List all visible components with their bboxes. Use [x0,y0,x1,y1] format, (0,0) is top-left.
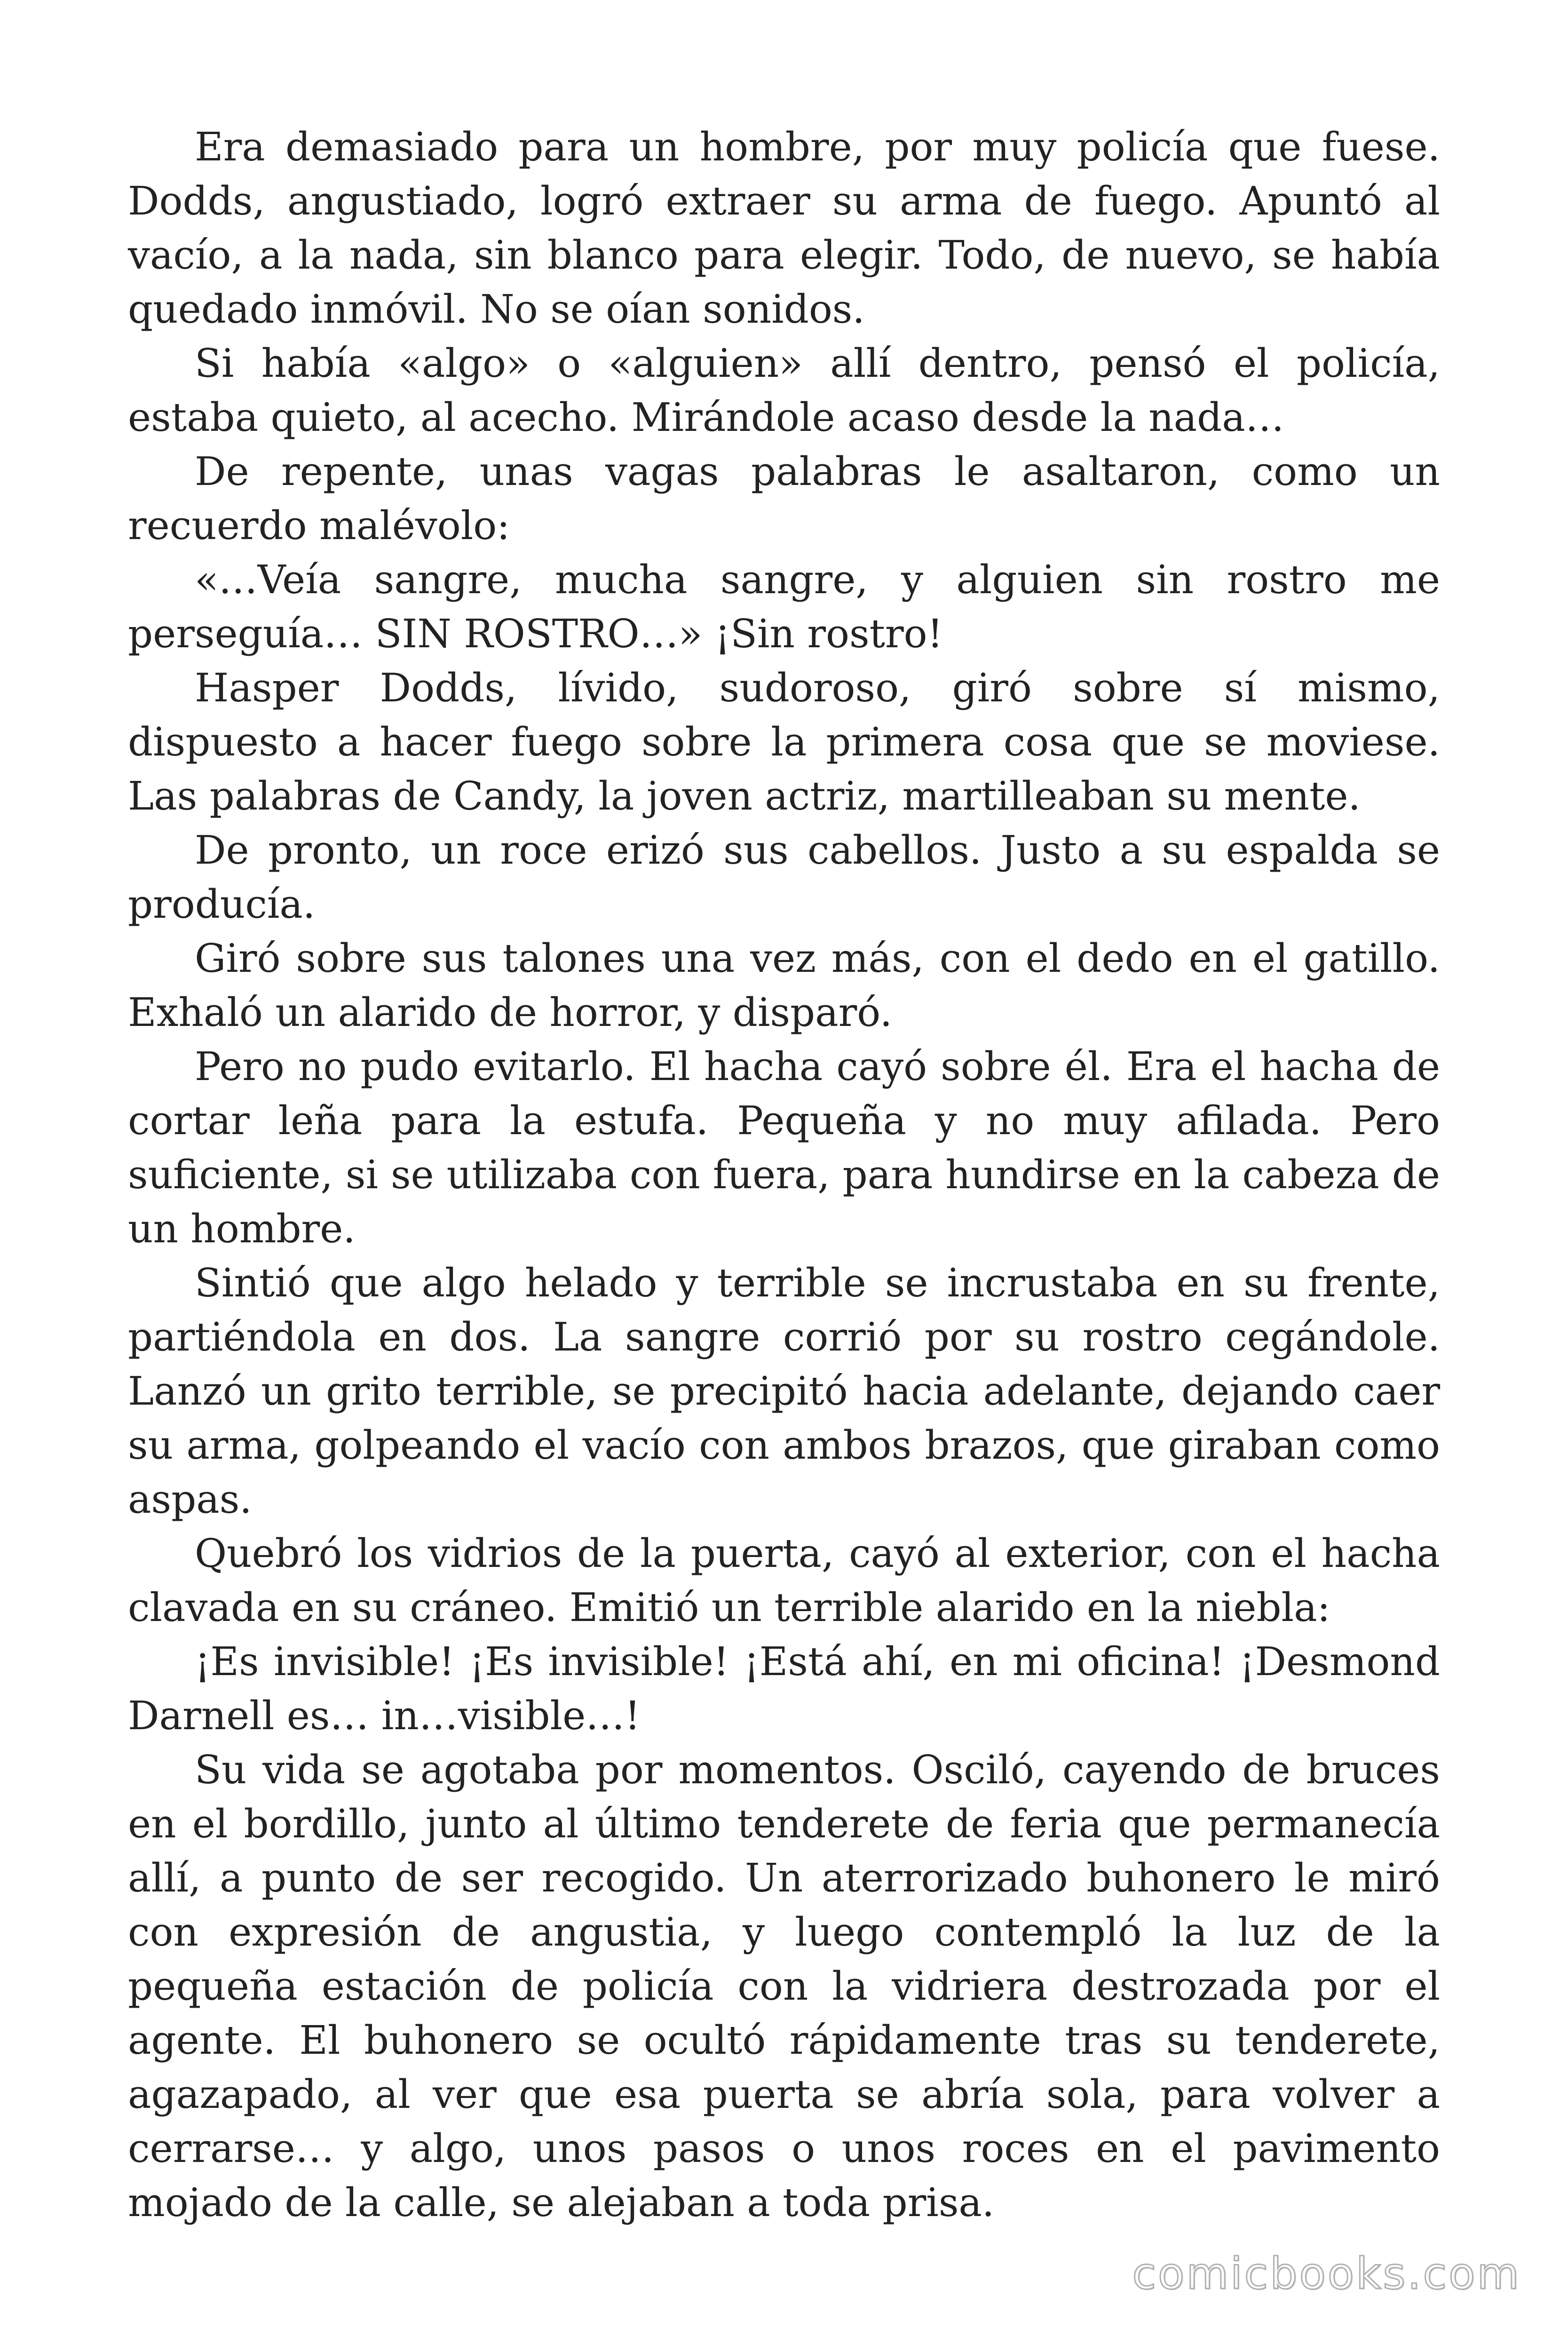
paragraph: ¡Es invisible! ¡Es invisible! ¡Está ahí, en mi oficina! ¡Desmond Darnell es… in…visible…! [128,1639,1440,1739]
watermark: comicbooks.com [1132,2249,1521,2299]
paragraph: Su vida se agotaba por momentos. Osciló, cayendo de bruces en el bordillo, junto al último tenderete de feria que permanecía allí, a punto de ser recogido. Un aterrorizado buhonero le miró con expresión de angustia, y luego contempló la luz de la pequeña estación de policía con la vidriera destrozada por el agente. El buhonero se ocultó rápidamente tras su tenderete, agazapado, al ver que esa puerta se abría sola, para volver a cerrarse… y algo, unos pasos o unos roces en el pavimento mojado de la calle, se alejaban a toda prisa. [128,1747,1440,2225]
paragraph: Si había «algo» o «alguien» allí dentro, pensó el policía, estaba quieto, al acecho. Mirándole acaso desde la nada… [128,341,1440,440]
paragraph: Hasper Dodds, lívido, sudoroso, giró sobre sí mismo, dispuesto a hacer fuego sobre la primera cosa que se moviese. Las palabras de Candy, la joven actriz, martilleaban su mente. [128,665,1440,819]
paragraph: De pronto, un roce erizó sus cabellos. Justo a su espalda se producía. [128,827,1440,927]
paragraph: «…Veía sangre, mucha sangre, y alguien sin rostro me perseguía… SIN ROSTRO…» ¡Sin rostro! [128,557,1440,657]
page-body [128,120,1440,2230]
paragraph: De repente, unas vagas palabras le asaltaron, como un recuerdo malévolo: [128,449,1440,548]
paragraph: Pero no pudo evitarlo. El hacha cayó sobre él. Era el hacha de cortar leña para la estufa. Pequeña y no muy afilada. Pero suficiente, si se utilizaba con fuera, para hundirse en la cabeza de un hombre. [128,1044,1440,1252]
paragraph: Quebró los vidrios de la puerta, cayó al exterior, con el hacha clavada en su cráneo. Emitió un terrible alarido en la niebla: [128,1531,1440,1630]
paragraph: Sintió que algo helado y terrible se incrustaba en su frente, partiéndola en dos. La sangre corrió por su rostro cegándole. Lanzó un grito terrible, se precipitó hacia adelante, dejando caer su arma, golpeando el vacío con ambos brazos, que giraban como aspas. [128,1260,1440,1522]
paragraph: Giró sobre sus talones una vez más, con el dedo en el gatillo. Exhaló un alarido de horror, y disparó. [128,936,1440,1035]
paragraph: Era demasiado para un hombre, por muy policía que fuese. Dodds, angustiado, logró extraer su arma de fuego. Apuntó al vacío, a la nada, sin blanco para elegir. Todo, de nuevo, se había quedado inmóvil. No se oían sonidos. [128,124,1440,332]
